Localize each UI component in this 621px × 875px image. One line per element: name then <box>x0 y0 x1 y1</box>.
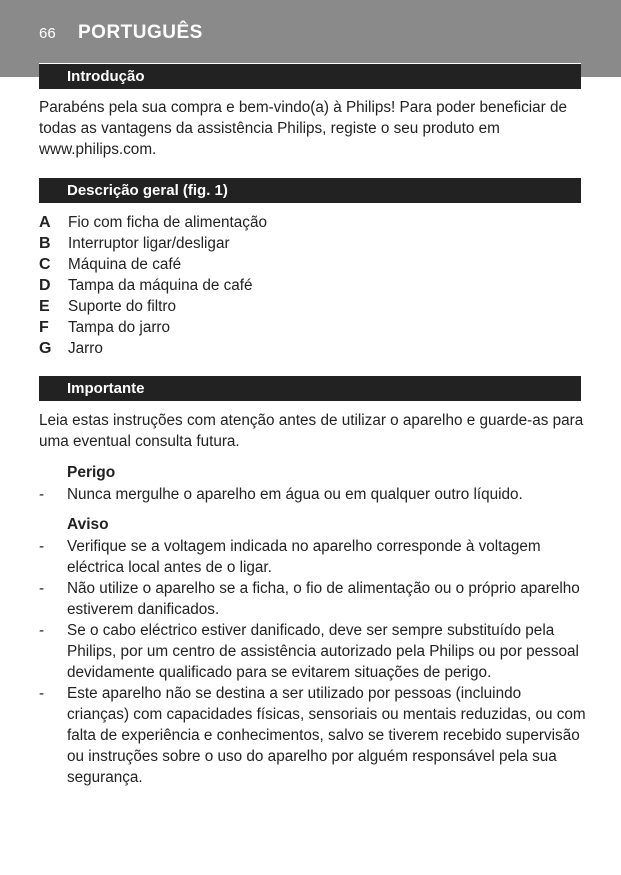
part-letter: A <box>39 214 51 231</box>
part-label: Tampa do jarro <box>68 319 171 336</box>
list-item <box>39 317 579 338</box>
part-label: Máquina de café <box>68 256 182 273</box>
bullet-dash: - <box>39 685 45 702</box>
section-title-important: Importante <box>39 375 581 401</box>
danger-heading: Perigo <box>67 464 116 481</box>
section-title-intro: Introdução <box>39 63 581 89</box>
list-item <box>39 578 587 620</box>
list-item <box>39 620 587 683</box>
part-label: Tampa da máquina de café <box>68 277 253 294</box>
list-item <box>39 275 579 296</box>
bullet-text: Verifique se a voltagem indicada no aparelho corresponde à voltagem eléctrica local antes de o ligar. <box>67 538 541 576</box>
list-item <box>39 212 579 233</box>
list-item <box>39 536 587 578</box>
list-item <box>39 296 579 317</box>
language-title: PORTUGUÊS <box>78 22 203 43</box>
part-label: Suporte do filtro <box>68 298 176 315</box>
part-letter: E <box>39 298 50 315</box>
part-letter: D <box>39 277 51 294</box>
bullet-dash: - <box>39 622 45 639</box>
section-title-overview: Descrição geral (fig. 1) <box>39 177 581 203</box>
part-letter: B <box>39 235 51 252</box>
bullet-dash: - <box>39 486 45 503</box>
bullet-text: Não utilize o aparelho se a ficha, o fio de alimentação ou o próprio aparelho estiverem danificados. <box>67 580 580 618</box>
bullet-text: Nunca mergulhe o aparelho em água ou em qualquer outro líquido. <box>67 486 523 503</box>
part-letter: C <box>39 256 51 273</box>
list-item <box>39 484 587 505</box>
bullet-dash: - <box>39 580 45 597</box>
bullet-dash: - <box>39 538 45 555</box>
part-label: Interruptor ligar/desligar <box>68 235 230 252</box>
intro-paragraph: Parabéns pela sua compra e bem-vindo(a) à Philips! Para poder beneficiar de todas as vantagens da assistência Philips, registe o seu produto em www.philips.com. <box>39 99 568 158</box>
part-label: Jarro <box>68 340 103 357</box>
list-item <box>39 254 579 275</box>
bullet-text: Este aparelho não se destina a ser utilizado por pessoas (incluindo crianças) com capacidades físicas, sensoriais ou mentais reduzidas, ou com falta de experiência e conhecimentos, salvo se tiverem recebido supervisão ou instruções sobre o uso do aparelho por alguém responsável pela sua segurança. <box>67 685 586 786</box>
list-item <box>39 233 579 254</box>
page-number: 66 <box>39 25 56 42</box>
warning-heading: Aviso <box>67 516 109 533</box>
warning-list <box>39 536 587 788</box>
important-paragraph: Leia estas instruções com atenção antes de utilizar o aparelho e guarde-as para uma eventual consulta futura. <box>39 412 584 450</box>
danger-list <box>39 484 587 505</box>
part-label: Fio com ficha de alimentação <box>68 214 267 231</box>
parts-list <box>39 212 579 359</box>
part-letter: F <box>39 319 49 336</box>
list-item <box>39 683 587 788</box>
bullet-text: Se o cabo eléctrico estiver danificado, deve ser sempre substituído pela Philips, por um centro de assistência autorizado pela Philips ou por pessoal devidamente qualificado para se evitarem situações de perigo. <box>67 622 579 681</box>
part-letter: G <box>39 340 52 357</box>
list-item <box>39 338 579 359</box>
